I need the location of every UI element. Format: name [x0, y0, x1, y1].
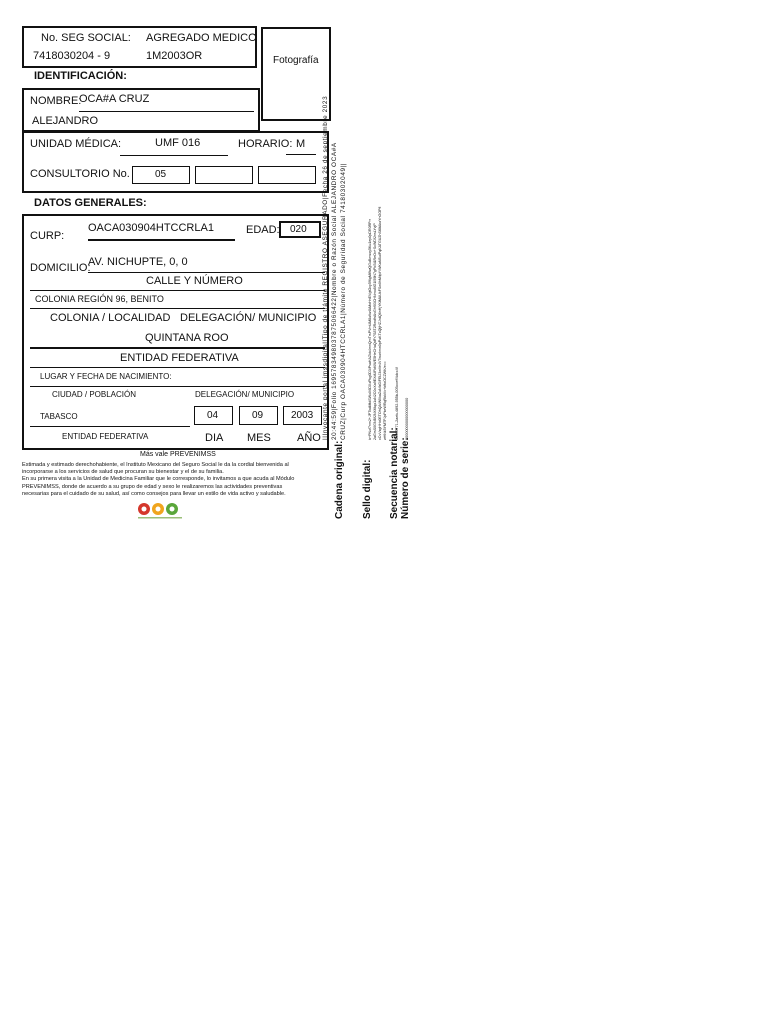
sello-line-2: 2aGrsS0GNBf2NXKtqx1uN2C0oXa9EXdUFkKlWE5HeCHaQdFr7S8T2RwdfrAlvGhf03CHNmo8IG1I59N7gPkSt1ReOv+ScWDf2nsLYvjP: [373, 223, 377, 440]
agregado-value: 1M2003OR: [146, 50, 203, 62]
consultorio-extra-box-2: [258, 166, 316, 184]
identificacion-title: IDENTIFICACIÓN:: [34, 70, 127, 82]
paragraph-line: incorporarse a los servicios de salud que procuran su bienestar y el de su familia.: [22, 469, 224, 476]
curp-label: CURP:: [30, 230, 65, 242]
edad-label: EDAD:: [246, 224, 280, 236]
entidad-caption-2: ENTIDAD FEDERATIVA: [62, 432, 149, 441]
edad-value: 020: [290, 224, 307, 235]
nss-value: 7418030204 - 9: [33, 50, 111, 62]
anio-label: AÑO: [297, 432, 321, 444]
domicilio-underline: [88, 272, 325, 273]
consultorio-value: 05: [155, 169, 167, 180]
prevenimss-logo: [137, 502, 183, 520]
dia-value: 04: [207, 410, 219, 421]
paragraph-line: PREVENIMSS, donde de acuerdo a su grupo de edad y sexo le realizaremos las actividades preventivas: [22, 483, 283, 490]
ciudad-caption: CIUDAD / POBLACIÓN: [52, 390, 137, 399]
nombre-value: OCA#A CRUZ: [79, 93, 150, 105]
nss-label: No. SEG SOCIAL:: [41, 32, 131, 44]
paragraph-line: Estimada y estimado derechohabiente, el Instituto Mexicano del Seguro Social le da la cordial bienvenida al: [22, 462, 289, 468]
agregado-label: AGREGADO MEDICO: [146, 32, 257, 44]
secuencia-notarial-label: Secuencia notarial:: [389, 427, 400, 519]
mes-value: 09: [252, 410, 264, 421]
photo-box: [261, 27, 331, 121]
prevenimss-paragraph: [22, 462, 332, 498]
colonia-value: COLONIA REGIÓN 96, BENITO: [35, 294, 164, 304]
colonia-caption: COLONIA / LOCALIDAD: [50, 312, 171, 324]
consultorio-extra-box-1: [195, 166, 253, 184]
entidad-caption: ENTIDAD FEDERATIVA: [120, 352, 239, 364]
sello-line-3: cCvVzgHHc0ETOhQA/WIlkaZuNfzDiFEtJ3wVe4V7wurImw0pPuKTxQtjHZJrdQ6nHjYKtMAUkFSw0hMitpY/WKaNBuIPqKATGUZhSt8tAbxYnGOPfl: [378, 206, 382, 440]
delegacion-caption: DELEGACIÓN/ MUNICIPIO: [180, 312, 317, 324]
horario-value: M: [296, 138, 306, 150]
colonia-underline: [30, 308, 325, 309]
domicilio-value: AV. NICHUPTE, 0, 0: [88, 256, 188, 268]
cadena-original-label: Cadena original:: [334, 440, 345, 519]
delegacion-caption-2: DELEGACIÓN/ MUNICIPIO: [195, 390, 295, 399]
horario-label: HORARIO:: [238, 138, 293, 150]
nombre-underline: [79, 111, 254, 112]
nombre-label: NOMBRE:: [30, 95, 82, 107]
mes-label: MES: [247, 432, 271, 444]
paragraph-line: necesarias para el cuidado de su salud, así como consejos para llevar un estilo de vida activo y saludable.: [22, 490, 286, 497]
unidad-underline: [120, 155, 228, 156]
cadena-line-2: 20:44:59|Folio 1695783498037875066422|Nombre o Razón Social ALEJANDRO OCA#A: [331, 142, 338, 440]
lugar-underline: [30, 426, 190, 427]
cadena-line-3: CRUZ|Curp OACA030904HTCCRLA1|Número de Seguridad Social 74180302049||: [340, 162, 347, 440]
unidad-label: UNIDAD MÉDICA:: [30, 138, 122, 150]
estado-underline: [30, 347, 325, 349]
sello-line-1: b+PNxf7nm2+JPTbdMtdSWxX6DXxPkg0D3iPsaHAZkb4mnQmTrsPVmUM8ufkzfAMoHnEVgtOcy5f6gMt9wQGuBmsoy5Ku1ep0pDR0RPrr: [368, 219, 372, 440]
calle-divider: [30, 290, 325, 291]
numero-serie-label: Número de serie:: [400, 437, 411, 519]
secuencia-value: 00055771-2aeb-4892-955b-005cceff4dcc4f: [395, 367, 399, 440]
serie-value: 00000000000000000000: [405, 397, 409, 440]
unidad-value: UMF 016: [155, 137, 201, 149]
horario-underline: [286, 154, 316, 155]
prevenimss-title: Más vale PREVENIMSS: [140, 451, 216, 458]
dia-label: DIA: [205, 432, 224, 444]
datos-title: DATOS GENERALES:: [34, 197, 147, 209]
entidad-divider: [30, 367, 325, 368]
paragraph-line: En su primera visita a la Unidad de Medicina Familiar que le corresponde, lo invitamos a que acuda al Módulo: [22, 476, 295, 483]
sello-line-4: wHNk5YMTPJpPkeWRqRbkVc+bftoOCZWK/e==: [383, 361, 387, 440]
curp-value: OACA030904HTCCRLA1: [88, 222, 214, 234]
photo-label: Fotografía: [273, 55, 319, 66]
cadena-line-1: ||Invocante portal imssdigital|Tipo de trámite REGISTRO ASEGURADO|Fecha 26 de septiembre 2023: [322, 95, 329, 440]
calle-caption: CALLE Y NÚMERO: [146, 275, 243, 287]
nacimiento-divider: [30, 386, 325, 387]
curp-underline: [88, 239, 235, 241]
anio-value: 2003: [291, 410, 314, 421]
estado-value: QUINTANA ROO: [145, 332, 229, 344]
nacimiento-label: LUGAR Y FECHA DE NACIMIENTO:: [40, 372, 172, 381]
sello-digital-label: Sello digital:: [362, 459, 373, 519]
lugar-value: TABASCO: [40, 412, 78, 421]
nombre-value-2: ALEJANDRO: [32, 115, 99, 127]
consultorio-label: CONSULTORIO No.: [30, 168, 130, 180]
prevenimss-logo-icon: [137, 502, 183, 520]
domicilio-label: DOMICILIO:: [30, 262, 91, 274]
